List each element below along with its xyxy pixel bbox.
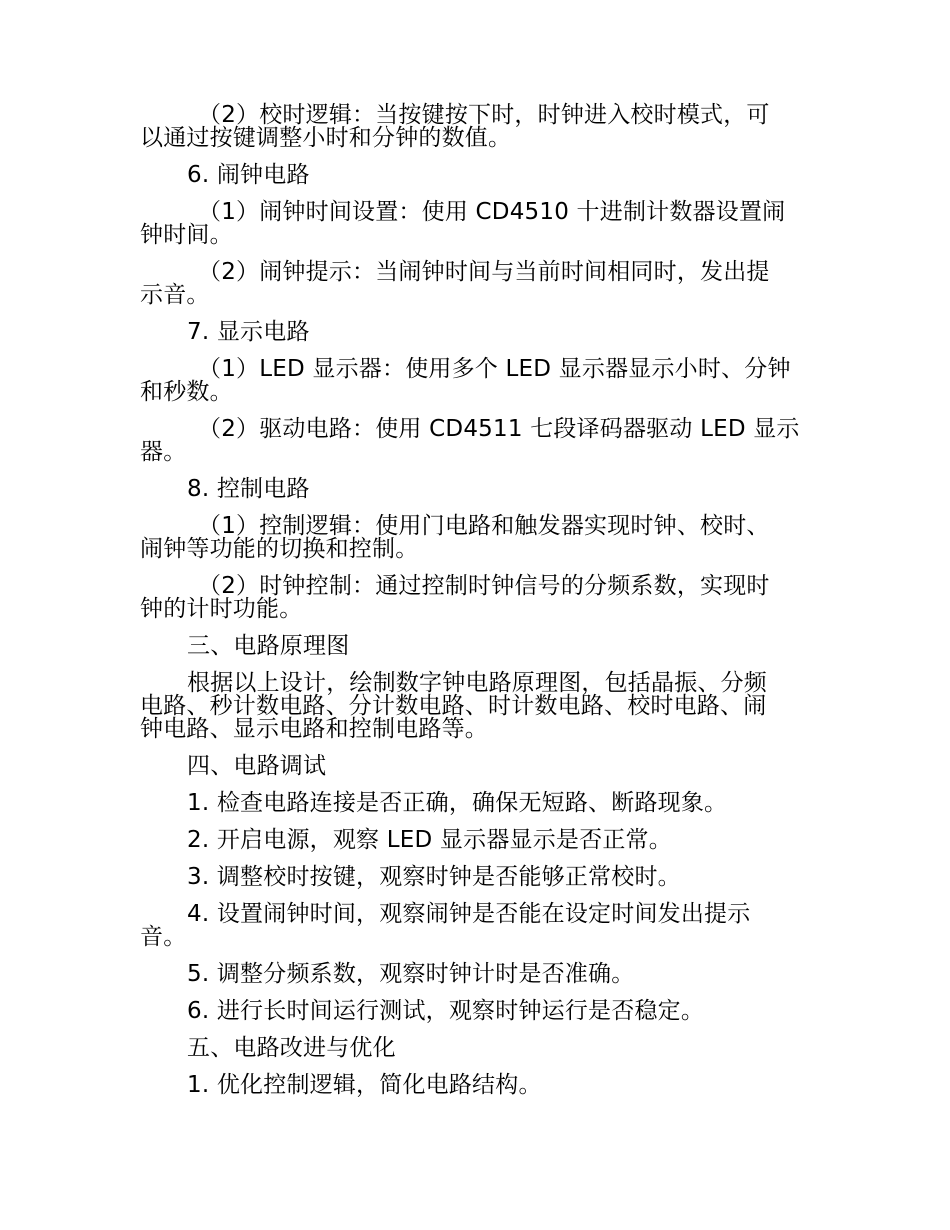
paragraph-line: 五、电路改进与优化 (187, 1035, 396, 1061)
list-item-debug-4 (140, 903, 812, 949)
paragraph-line: 三、电路原理图 (187, 633, 350, 659)
paragraph-line: 钟电路、显示电路和控制电路等。 (140, 716, 488, 742)
heading-alarm-circuit (140, 164, 812, 187)
paragraph-line: 5. 调整分频系数，观察时钟计时是否准确。 (187, 961, 635, 987)
paragraph-line: 6. 进行长时间运行测试，观察时钟运行是否稳定。 (187, 998, 705, 1024)
paragraph-alarm-time-setting (140, 201, 812, 247)
paragraph-line: 钟时间。 (140, 222, 233, 248)
paragraph-schematic-description (140, 672, 812, 741)
paragraph-line: 器。 (140, 439, 187, 465)
list-item-debug-5 (140, 963, 812, 986)
paragraph-line: 以通过按键调整小时和分钟的数值。 (140, 125, 512, 151)
list-item-debug-3 (140, 866, 812, 889)
paragraph-line: 6. 闹钟电路 (187, 162, 310, 188)
paragraph-line: 钟的计时功能。 (140, 596, 303, 622)
paragraph-line: （2）校时逻辑：当按键按下时，时钟进入校时模式，可 (198, 102, 770, 128)
paragraph-line: 四、电路调试 (187, 753, 327, 779)
paragraph-line: 7. 显示电路 (187, 319, 310, 345)
paragraph-control-logic (140, 515, 812, 561)
paragraph-line: （1）闹钟时间设置：使用 CD4510 十进制计数器设置闹 (198, 199, 786, 225)
paragraph-line: （2）闹钟提示：当闹钟时间与当前时间相同时，发出提 (198, 259, 770, 285)
paragraph-line: （2）驱动电路：使用 CD4511 七段译码器驱动 LED 显示 (198, 416, 800, 442)
paragraph-driver-circuit (140, 418, 812, 464)
heading-schematic (140, 635, 812, 658)
paragraph-line: 1. 优化控制逻辑，简化电路结构。 (187, 1072, 542, 1098)
heading-display-circuit (140, 321, 812, 344)
list-item-improvement-1 (140, 1074, 812, 1097)
paragraph-line: 示音。 (140, 282, 210, 308)
paragraph-line: 电路、秒计数电路、分计数电路、时计数电路、校时电路、闹 (140, 693, 767, 719)
paragraph-line: 1. 检查电路连接是否正确，确保无短路、断路现象。 (187, 790, 728, 816)
paragraph-alarm-prompt (140, 261, 812, 307)
paragraph-line: 4. 设置闹钟时间，观察闹钟是否能在设定时间发出提示 (187, 901, 751, 927)
paragraph-line: 音。 (140, 924, 187, 950)
heading-debugging (140, 755, 812, 778)
paragraph-line: 2. 开启电源，观察 LED 显示器显示是否正常。 (187, 827, 672, 853)
list-item-debug-2 (140, 829, 812, 852)
paragraph-line: （1）LED 显示器：使用多个 LED 显示器显示小时、分钟 (198, 356, 791, 382)
paragraph-line: （2）时钟控制：通过控制时钟信号的分频系数，实现时 (198, 573, 770, 599)
document-body (140, 104, 812, 1111)
paragraph-line: 根据以上设计，绘制数字钟电路原理图，包括晶振、分频 (187, 670, 767, 696)
list-item-debug-1 (140, 792, 812, 815)
paragraph-line: 3. 调整校时按键，观察时钟是否能够正常校时。 (187, 864, 681, 890)
paragraph-line: （1）控制逻辑：使用门电路和触发器实现时钟、校时、 (198, 513, 770, 539)
paragraph-led-display (140, 358, 812, 404)
paragraph-line: 8. 控制电路 (187, 476, 310, 502)
list-item-debug-6 (140, 1000, 812, 1023)
paragraph-calibration-logic (140, 104, 812, 150)
heading-control-circuit (140, 478, 812, 501)
heading-improvement (140, 1037, 812, 1060)
paragraph-clock-control (140, 575, 812, 621)
paragraph-line: 和秒数。 (140, 379, 233, 405)
paragraph-line: 闹钟等功能的切换和控制。 (140, 536, 419, 562)
